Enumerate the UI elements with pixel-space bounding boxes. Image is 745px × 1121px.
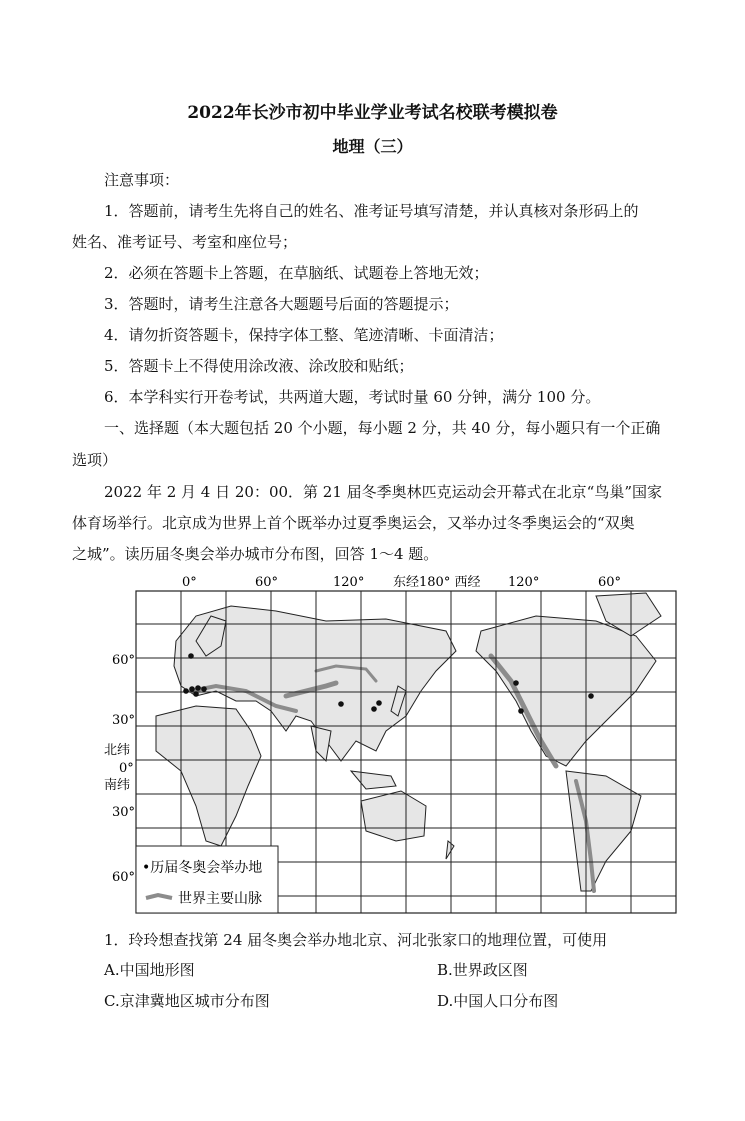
notice-item: 2．必须在答题卡上答题，在草脑纸、试题卷上答地无效； bbox=[104, 264, 489, 282]
option-d[interactable]: D.中国人口分布图 bbox=[437, 992, 559, 1010]
map-legend bbox=[136, 846, 278, 913]
passage-line: 之城”。读历届冬奥会举办城市分布图，回答 1～4 题。 bbox=[72, 545, 439, 563]
legend-mountain-label: 世界主要山脉 bbox=[178, 891, 262, 907]
lat-label: 30° bbox=[112, 805, 136, 820]
lat-label: 北纬 bbox=[104, 743, 131, 758]
lat-label: 0° bbox=[119, 761, 134, 776]
notice-item: 姓名、准考证号、考室和座位号； bbox=[72, 233, 298, 251]
lat-label: 南纬 bbox=[104, 778, 131, 793]
section-heading: 一、选择题（本大题包括 20 个小题，每小题 2 分，共 40 分，每小题只有一个正确 bbox=[104, 419, 661, 437]
notice-item: 4．请勿折资答题卡，保持字体工整、笔迹清晰、卡面清洁； bbox=[104, 326, 504, 344]
lon-label: 东经180° 西经 bbox=[393, 575, 481, 590]
passage-line: 2022 年 2 月 4 日 20：00．第 21 届冬季奥林匹克运动会开幕式在北京“鸟巢”国家 bbox=[104, 483, 663, 501]
lon-label: 60° bbox=[255, 575, 279, 590]
lat-label: 60° bbox=[112, 870, 136, 885]
notice-item: 1．答题前，请考生先将自己的姓名、准考证号填写清楚，并认真核对条形码上的 bbox=[104, 202, 639, 220]
legend-host-label: •历届冬奥会举办地 bbox=[142, 860, 263, 876]
lon-label: 60° bbox=[598, 575, 622, 590]
notice-item: 6．本学科实行开卷考试，共两道大题，考试时量 60 分钟，满分 100 分。 bbox=[104, 388, 601, 406]
option-c[interactable]: C.京津冀地区城市分布图 bbox=[104, 992, 270, 1010]
question-stem: 1．玲玲想查找第 24 届冬奥会举办地北京、河北张家口的地理位置，可使用 bbox=[104, 931, 608, 949]
notice-item: 5．答题卡上不得使用涂改液、涂改胶和贴纸； bbox=[104, 357, 414, 375]
exam-title: 2022年长沙市初中毕业学业考试名校联考模拟卷 bbox=[187, 103, 558, 123]
option-a[interactable]: A.中国地形图 bbox=[104, 961, 195, 979]
exam-subtitle: 地理（三） bbox=[332, 137, 413, 156]
notice-heading: 注意事项： bbox=[104, 171, 180, 189]
lon-label: 120° bbox=[333, 575, 365, 590]
lat-label: 30° bbox=[112, 713, 136, 728]
notice-item: 3．答题时，请考生注意各大题题号后面的答题提示； bbox=[104, 295, 459, 313]
section-heading-cont: 选项） bbox=[72, 451, 118, 469]
lon-label: 0° bbox=[182, 575, 197, 590]
option-b[interactable]: B.世界政区图 bbox=[437, 961, 528, 979]
winter-olympics-map bbox=[100, 571, 680, 916]
lon-label: 120° bbox=[508, 575, 540, 590]
lat-label: 60° bbox=[112, 653, 136, 668]
passage-line: 体育场举行。北京成为世界上首个既举办过夏季奥运会，又举办过冬季奥运会的“双奥 bbox=[72, 514, 635, 532]
